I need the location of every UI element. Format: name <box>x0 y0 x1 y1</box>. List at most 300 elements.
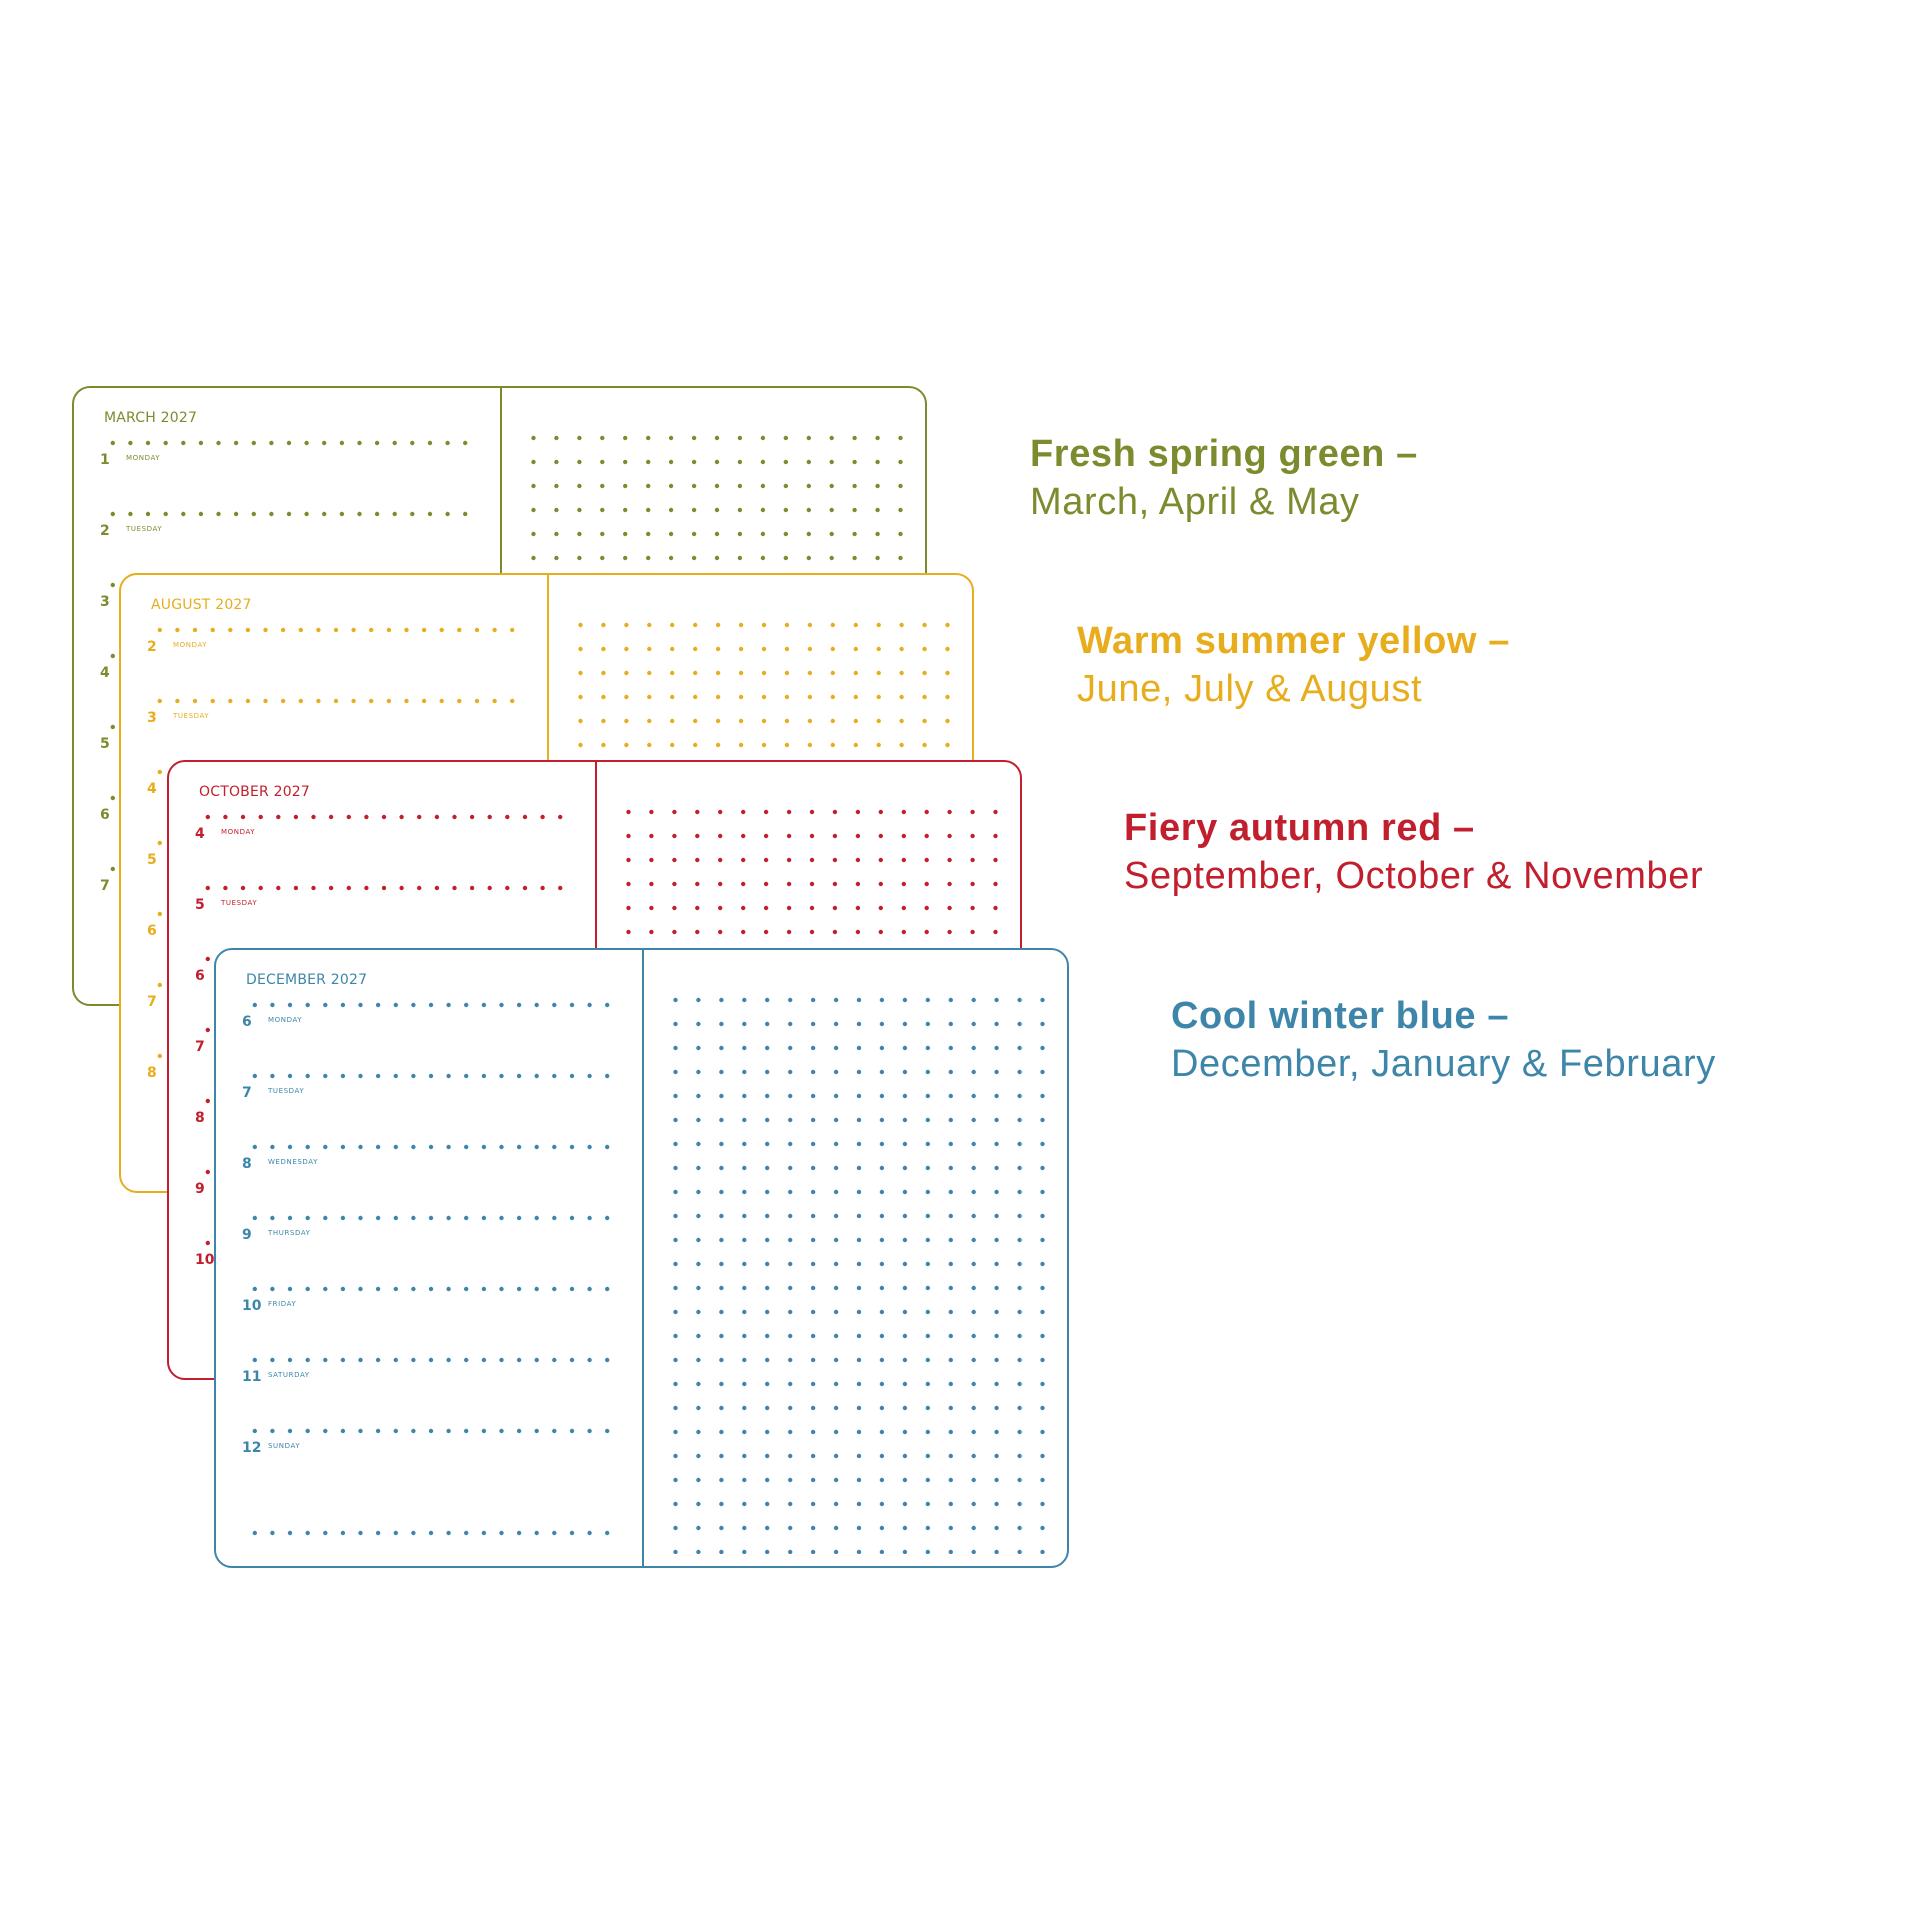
grid-dot <box>1017 1286 1021 1290</box>
dot-line <box>104 438 474 448</box>
grid-dot <box>762 647 766 651</box>
dot <box>446 1216 450 1220</box>
day-name: FRIDAY <box>268 1300 297 1308</box>
grid-dot <box>670 719 674 723</box>
grid-dot <box>765 1022 769 1026</box>
grid-dot <box>880 1094 884 1098</box>
dot <box>429 1074 433 1078</box>
dot <box>429 1287 433 1291</box>
grid-dot <box>716 623 720 627</box>
grid-dot <box>692 460 696 464</box>
grid-dot <box>877 743 881 747</box>
dot <box>111 583 115 587</box>
grid-dot <box>1040 1238 1044 1242</box>
grid-dot <box>902 858 906 862</box>
grid-dot <box>811 1478 815 1482</box>
grid-dot <box>834 1550 838 1554</box>
grid-dot <box>788 1358 792 1362</box>
grid-dot <box>902 930 906 934</box>
grid-dot <box>903 1526 907 1530</box>
grid-dot <box>719 1262 723 1266</box>
grid-dot <box>762 743 766 747</box>
grid-dot <box>972 1502 976 1506</box>
dot <box>428 441 432 445</box>
grid-dot <box>857 1406 861 1410</box>
dot <box>270 1358 274 1362</box>
grid-dot <box>1040 1526 1044 1530</box>
dot <box>341 1358 345 1362</box>
day-name: TUESDAY <box>173 712 210 720</box>
grid-dot <box>970 810 974 814</box>
grid-dot <box>857 1310 861 1314</box>
grid-dot <box>696 1238 700 1242</box>
grid-dot <box>926 1334 930 1338</box>
grid-dot <box>716 719 720 723</box>
day-number: 2 <box>100 523 110 539</box>
grid-dot <box>742 1166 746 1170</box>
day-number: 1 <box>100 452 110 468</box>
grid-dot <box>742 1046 746 1050</box>
grid-dot <box>875 484 879 488</box>
grid-dot <box>810 882 814 886</box>
grid-dot <box>626 834 630 838</box>
grid-dot <box>926 1430 930 1434</box>
dot <box>523 815 527 819</box>
dot <box>323 1074 327 1078</box>
grid-dot <box>880 1022 884 1026</box>
grid-dot <box>787 858 791 862</box>
grid-dot <box>854 671 858 675</box>
grid-dot <box>719 1022 723 1026</box>
grid-dot <box>857 1430 861 1434</box>
dot <box>199 512 203 516</box>
dot <box>281 699 285 703</box>
grid-dot <box>857 1286 861 1290</box>
grid-dot <box>857 1070 861 1074</box>
dot <box>347 815 351 819</box>
grid-dot <box>765 1526 769 1530</box>
grid-dot <box>903 1118 907 1122</box>
month-title: MARCH 2027 <box>104 410 198 426</box>
grid-dot <box>880 1502 884 1506</box>
dot <box>323 1531 327 1535</box>
dot-line <box>104 509 474 519</box>
grid-dot <box>880 1454 884 1458</box>
grid-dot <box>695 834 699 838</box>
dot-line <box>199 883 569 893</box>
dot <box>288 1003 292 1007</box>
dot <box>253 1287 257 1291</box>
grid-dot <box>742 1310 746 1314</box>
dot <box>558 886 562 890</box>
grid-dot <box>626 930 630 934</box>
dot <box>270 1216 274 1220</box>
grid-dot <box>696 1382 700 1386</box>
grid-dot <box>972 1142 976 1146</box>
dot <box>111 796 115 800</box>
grid-dot <box>852 484 856 488</box>
grid-dot <box>788 1238 792 1242</box>
day-name: MONDAY <box>221 828 256 836</box>
dot <box>517 1145 521 1149</box>
grid-dot <box>880 1118 884 1122</box>
grid-dot <box>788 1454 792 1458</box>
grid-dot <box>834 1286 838 1290</box>
grid-dot <box>765 1238 769 1242</box>
dot <box>446 1003 450 1007</box>
grid-dot <box>696 1262 700 1266</box>
dot <box>288 1429 292 1433</box>
grid-dot <box>926 1142 930 1146</box>
grid-dot <box>926 1406 930 1410</box>
grid-dot <box>531 556 535 560</box>
grid-dot <box>856 882 860 886</box>
dot <box>605 1429 609 1433</box>
dot <box>158 841 162 845</box>
dot <box>517 1531 521 1535</box>
dot <box>252 512 256 516</box>
dot <box>281 628 285 632</box>
grid-dot <box>810 858 814 862</box>
dot <box>146 512 150 516</box>
grid-dot <box>926 1070 930 1074</box>
dot <box>253 1216 257 1220</box>
grid-dot <box>765 1406 769 1410</box>
day-number: 4 <box>147 781 157 797</box>
dot <box>341 1003 345 1007</box>
grid-dot <box>742 1478 746 1482</box>
dot <box>552 1145 556 1149</box>
dot <box>505 815 509 819</box>
grid-dot <box>945 671 949 675</box>
dot <box>535 1358 539 1362</box>
grid-dot <box>808 743 812 747</box>
dot <box>376 1287 380 1291</box>
grid-dot <box>834 1406 838 1410</box>
grid-dot <box>739 671 743 675</box>
grid-dot <box>902 906 906 910</box>
dot <box>270 1531 274 1535</box>
grid-dot <box>1040 1118 1044 1122</box>
dot <box>411 1358 415 1362</box>
dot <box>552 1358 556 1362</box>
grid-dot <box>673 1478 677 1482</box>
grid-dot <box>696 1430 700 1434</box>
grid-dot <box>739 623 743 627</box>
grid-dot <box>945 695 949 699</box>
grid-dot <box>719 1310 723 1314</box>
grid-dot <box>669 484 673 488</box>
grid-dot <box>578 719 582 723</box>
grid-dot <box>898 460 902 464</box>
grid-dot <box>765 1094 769 1098</box>
grid-dot <box>903 1214 907 1218</box>
dot <box>199 441 203 445</box>
grid-dot <box>762 671 766 675</box>
dot <box>358 1287 362 1291</box>
grid-dot <box>696 998 700 1002</box>
grid-dot <box>945 719 949 723</box>
grid-dot <box>1017 1262 1021 1266</box>
grid-dot <box>577 556 581 560</box>
grid-dot <box>623 508 627 512</box>
grid-dot <box>554 460 558 464</box>
grid-dot <box>601 647 605 651</box>
grid-dot <box>949 1406 953 1410</box>
grid-dot <box>554 436 558 440</box>
grid-dot <box>692 484 696 488</box>
day-row <box>216 1071 642 1141</box>
grid-dot <box>788 1382 792 1386</box>
grid-dot <box>857 1238 861 1242</box>
dot <box>158 912 162 916</box>
grid-dot <box>972 1166 976 1170</box>
grid-dot <box>810 930 814 934</box>
grid-dot <box>647 719 651 723</box>
grid-dot <box>834 1070 838 1074</box>
day-number: 2 <box>147 639 157 655</box>
grid-dot <box>1017 1382 1021 1386</box>
dot <box>570 1358 574 1362</box>
dot <box>306 1287 310 1291</box>
grid-dot <box>899 743 903 747</box>
grid-dot <box>742 1214 746 1218</box>
grid-dot <box>787 906 791 910</box>
grid-dot <box>719 1238 723 1242</box>
grid-dot <box>926 1310 930 1314</box>
dot <box>287 512 291 516</box>
grid-dot <box>811 1358 815 1362</box>
dot <box>429 1429 433 1433</box>
grid-dot <box>718 930 722 934</box>
grid-dot <box>696 1046 700 1050</box>
grid-dot <box>811 1382 815 1386</box>
dot <box>164 441 168 445</box>
grid-dot <box>834 998 838 1002</box>
grid-dot <box>761 460 765 464</box>
grid-dot <box>994 1334 998 1338</box>
grid-dot <box>810 834 814 838</box>
dot <box>394 1429 398 1433</box>
grid-dot <box>972 1070 976 1074</box>
grid-dot <box>788 1094 792 1098</box>
grid-dot <box>761 484 765 488</box>
grid-dot <box>898 556 902 560</box>
grid-dot <box>718 882 722 886</box>
dot <box>164 512 168 516</box>
grid-dot <box>578 695 582 699</box>
dot <box>376 1429 380 1433</box>
grid-dot <box>696 1526 700 1530</box>
caption-red <box>1124 804 1703 900</box>
day-number: 7 <box>100 878 110 894</box>
dot <box>206 1241 210 1245</box>
dot <box>463 441 467 445</box>
grid-dot <box>787 834 791 838</box>
dot <box>228 628 232 632</box>
grid-dot <box>926 1526 930 1530</box>
grid-dot <box>972 1358 976 1362</box>
grid-dot <box>669 532 673 536</box>
grid-dot <box>808 695 812 699</box>
grid-dot <box>1040 1334 1044 1338</box>
grid-dot <box>626 858 630 862</box>
dot <box>570 1287 574 1291</box>
dot <box>422 628 426 632</box>
dot <box>464 1216 468 1220</box>
grid-dot <box>787 810 791 814</box>
dot <box>435 886 439 890</box>
grid-dot <box>970 834 974 838</box>
grid-dot <box>787 882 791 886</box>
day-name: TUESDAY <box>268 1087 305 1095</box>
grid-dot <box>1017 1070 1021 1074</box>
grid-dot <box>672 858 676 862</box>
grid-dot <box>673 1382 677 1386</box>
grid-dot <box>993 858 997 862</box>
dot <box>369 699 373 703</box>
dot <box>482 1287 486 1291</box>
grid-dot <box>831 671 835 675</box>
grid-dot <box>623 556 627 560</box>
grid-dot <box>854 647 858 651</box>
grid-dot <box>994 1046 998 1050</box>
grid-dot <box>903 1550 907 1554</box>
dot <box>517 1287 521 1291</box>
dot <box>246 628 250 632</box>
grid-dot <box>1040 1382 1044 1386</box>
grid-dot <box>880 1550 884 1554</box>
dot <box>482 1216 486 1220</box>
grid-dot <box>695 858 699 862</box>
dot <box>411 1429 415 1433</box>
grid-dot <box>578 743 582 747</box>
grid-dot <box>554 532 558 536</box>
dot <box>552 1429 556 1433</box>
dot <box>446 1287 450 1291</box>
grid-dot <box>880 1046 884 1050</box>
grid-dot <box>830 508 834 512</box>
grid-dot <box>696 1310 700 1314</box>
grid-dot <box>554 508 558 512</box>
grid-dot <box>926 1022 930 1026</box>
grid-dot <box>715 484 719 488</box>
dot <box>329 886 333 890</box>
grid-dot <box>947 882 951 886</box>
grid-dot <box>994 1478 998 1482</box>
grid-dot <box>811 1214 815 1218</box>
grid-dot <box>949 998 953 1002</box>
dot <box>276 886 280 890</box>
dot <box>270 1145 274 1149</box>
grid-dot <box>719 1190 723 1194</box>
grid-dot <box>811 998 815 1002</box>
grid-dot <box>875 508 879 512</box>
grid-dot <box>811 1166 815 1170</box>
day-number: 12 <box>242 1440 262 1456</box>
grid-dot <box>601 695 605 699</box>
dot <box>358 1531 362 1535</box>
grid-dot <box>898 532 902 536</box>
grid-dot <box>742 1118 746 1122</box>
dot <box>482 1074 486 1078</box>
grid-dot <box>831 623 835 627</box>
grid-dot <box>646 436 650 440</box>
grid-dot <box>715 508 719 512</box>
dot <box>347 886 351 890</box>
grid-dot <box>880 1142 884 1146</box>
grid-dot <box>765 1502 769 1506</box>
grid-dot <box>834 1334 838 1338</box>
grid-dot <box>1017 1310 1021 1314</box>
grid-dot <box>578 623 582 627</box>
grid-dot <box>994 1190 998 1194</box>
grid-dot <box>857 1214 861 1218</box>
grid-dot <box>811 1406 815 1410</box>
grid-dot <box>738 532 742 536</box>
caption-subtitle: December, January & February <box>1171 1043 1716 1085</box>
grid-dot <box>693 671 697 675</box>
dot <box>323 1287 327 1291</box>
grid-dot <box>1017 1022 1021 1026</box>
grid-dot <box>879 906 883 910</box>
grid-dot <box>715 532 719 536</box>
day-number: 8 <box>195 1110 205 1126</box>
grid-dot <box>834 1502 838 1506</box>
grid-dot <box>784 436 788 440</box>
grid-dot <box>696 1334 700 1338</box>
dot <box>341 1145 345 1149</box>
dot <box>457 628 461 632</box>
dot <box>440 628 444 632</box>
dot <box>322 512 326 516</box>
dot <box>499 1074 503 1078</box>
grid-dot <box>810 906 814 910</box>
dot <box>429 1531 433 1535</box>
dot <box>394 1003 398 1007</box>
grid-dot <box>926 1166 930 1170</box>
grid-dot <box>926 998 930 1002</box>
grid-dot <box>834 1238 838 1242</box>
grid-dot <box>926 1382 930 1386</box>
dot <box>228 699 232 703</box>
grid-dot <box>785 743 789 747</box>
dot-line <box>246 1355 616 1365</box>
spine-divider <box>642 950 644 1566</box>
grid-dot <box>1040 1094 1044 1098</box>
grid-dot <box>742 998 746 1002</box>
grid-dot <box>715 556 719 560</box>
grid-dot <box>624 743 628 747</box>
dot <box>241 815 245 819</box>
grid-dot <box>877 647 881 651</box>
dot <box>464 1358 468 1362</box>
grid-dot <box>854 623 858 627</box>
grid-dot <box>807 460 811 464</box>
dot <box>440 699 444 703</box>
grid-dot <box>970 858 974 862</box>
bottom-dot-line <box>246 1528 616 1538</box>
dot <box>358 1429 362 1433</box>
dot <box>499 1145 503 1149</box>
grid-dot <box>577 436 581 440</box>
grid-dot <box>762 719 766 723</box>
grid-dot <box>852 508 856 512</box>
grid-dot <box>949 1550 953 1554</box>
grid-dot <box>1040 1214 1044 1218</box>
grid-dot <box>926 1358 930 1362</box>
grid-dot <box>600 508 604 512</box>
